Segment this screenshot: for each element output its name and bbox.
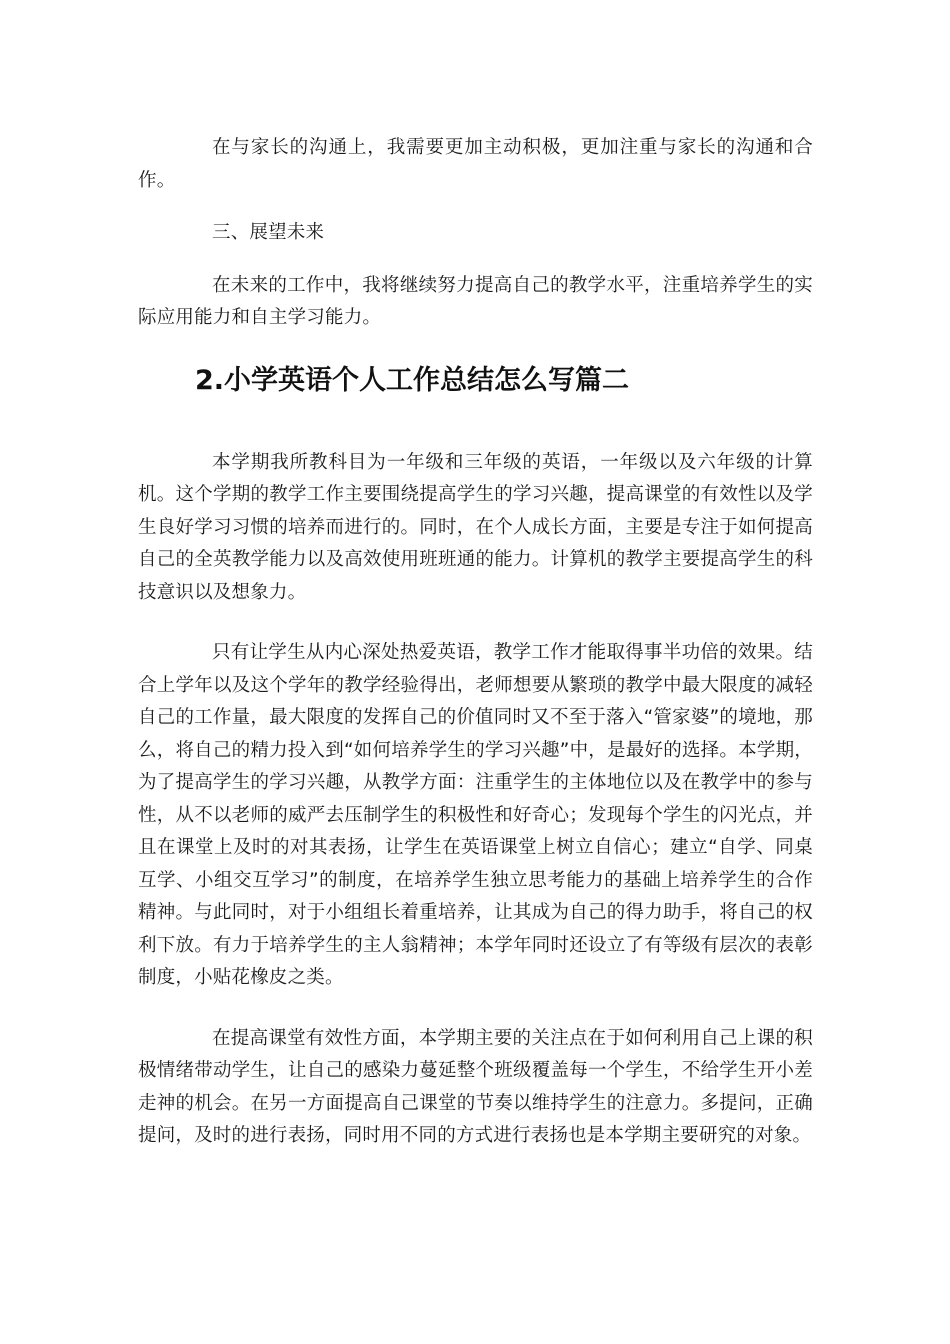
spacer (138, 335, 813, 361)
paragraph-subjects: 本学期我所教科目为一年级和三年级的英语，一年级以及六年级的计算机。这个学期的教学工作主要围绕提高学生的学习兴趣，提高课堂的有效性以及学生良好学习习惯的培养而进行的。同时，在个人成长方面，主要是专注于如何提高自己的全英教学能力以及高效使用班班通的能力。计算机的教学主要提高学生的科技意识以及想象力。 (138, 451, 813, 603)
paragraph-class-effectiveness: 在提高课堂有效性方面，本学期主要的关注点在于如何利用自己上课的积极情绪带动学生，让自己的感染力蔓延整个班级覆盖每一个学生，不给学生开小差走神的机会。在另一方面提高自己课堂的节奏以维持学生的注意力。多提问，正确提问，及时的进行表扬，同时用不同的方式进行表扬也是本学期主要研究的对象。 (138, 1027, 813, 1146)
spacer (138, 197, 813, 217)
article-heading: 2.小学英语个人工作总结怎么写篇二 (195, 364, 630, 396)
spacer (138, 995, 813, 1023)
paragraph-parent-communication: 在与家长的沟通上，我需要更加主动积极，更加注重与家长的沟通和合作。 (138, 137, 813, 191)
document-page (138, 132, 813, 1153)
section-title-outlook: 三、展望未来 (212, 222, 325, 243)
spacer (138, 250, 813, 270)
spacer (138, 609, 813, 637)
paragraph-interest: 只有让学生从内心深处热爱英语，教学工作才能取得事半功倍的效果。结合上学年以及这个学年的教学经验得出，老师想要从繁琐的教学中最大限度的减轻自己的工作量，最大限度的发挥自己的价值同时又不至于落入“管家婆”的境地，那么，将自己的精力投入到“如何培养学生的学习兴趣”中，是最好的选择。本学期，为了提高学生的学习兴趣，从教学方面：注重学生的主体地位以及在教学中的参与性，从不以老师的威严去压制学生的积极性和好奇心；发现每个学生的闪光点，并且在课堂上及时的对其表扬，让学生在英语课堂上树立自信心；建立“自学、同桌互学、小组交互学习”的制度，在培养学生独立思考能力的基础上培养学生的合作精神。与此同时，对于小组组长着重培养，让其成为自己的得力助手，将自己的权利下放。有力于培养学生的主人翁精神；本学年同时还设立了有等级有层次的表彰制度，小贴花橡皮之类。 (138, 642, 813, 988)
spacer (138, 401, 813, 447)
paragraph-future-work: 在未来的工作中，我将继续努力提高自己的教学水平，注重培养学生的实际应用能力和自主学习能力。 (138, 274, 813, 328)
